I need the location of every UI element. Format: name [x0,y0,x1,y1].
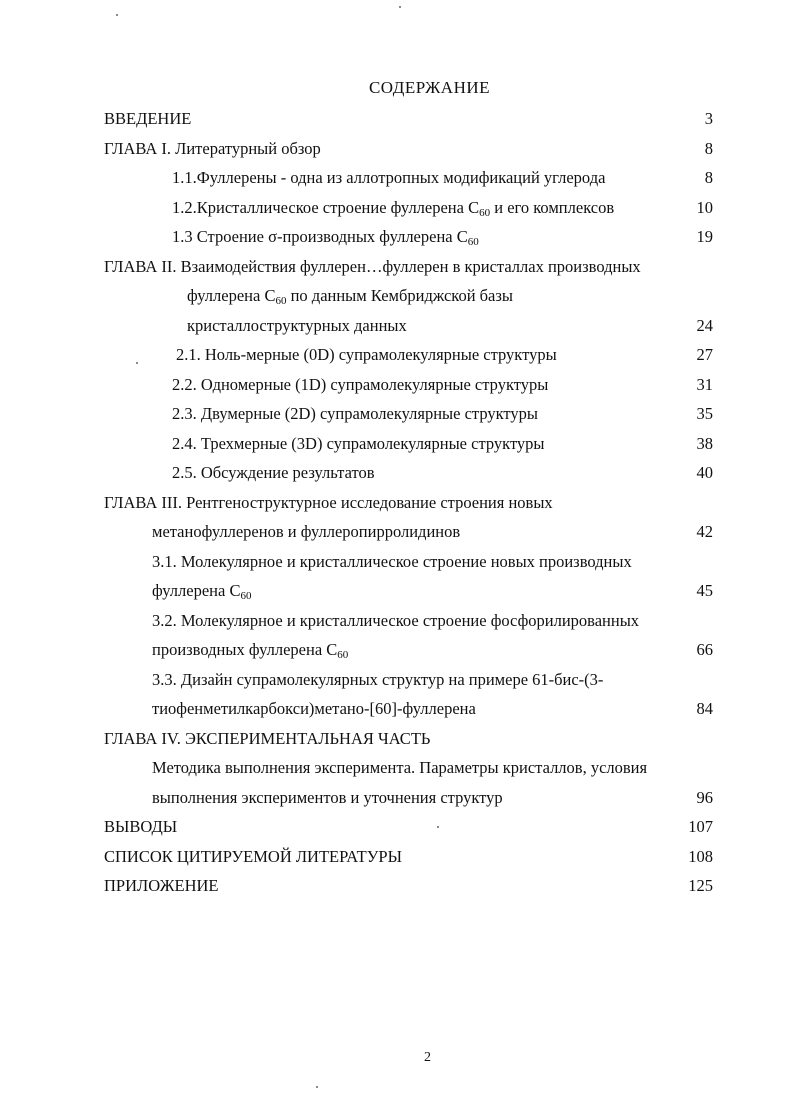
toc-entry: ГЛАВА IV. ЭКСПЕРИМЕНТАЛЬНАЯ ЧАСТЬ [104,729,431,748]
toc-entry-text: по данным Кембриджской базы [286,286,513,305]
toc-entry: ВВЕДЕНИЕ [104,109,192,128]
scan-speck [316,1086,318,1088]
toc-page-number: 38 [696,434,713,453]
toc-entry: 2.4. Трехмерные (3D) супрамолекулярные структуры [172,434,545,453]
toc-entry: 2.5. Обсуждение результатов [172,463,375,482]
toc-entry-text: и его комплексов [490,198,615,217]
toc-page-number: 3 [704,109,713,128]
scan-speck [116,14,118,16]
subscript: 60 [479,207,491,219]
toc-page-number: 8 [704,139,713,158]
toc-entry [152,581,251,606]
toc-page-number: 40 [696,463,713,482]
toc-page-number: 84 [696,699,713,718]
subscript: 60 [240,590,252,602]
toc-entry: 3.1. Молекулярное и кристаллическое строение новых производных [152,552,632,571]
subscript: 60 [337,649,349,661]
toc-entry: ГЛАВА II. Взаимодействия фуллерен…фуллерен в кристаллах производных [104,257,641,276]
subscript: 60 [467,236,479,248]
toc-entry: СПИСОК ЦИТИРУЕМОЙ ЛИТЕРАТУРЫ [104,847,402,866]
scan-speck [437,826,439,828]
toc-entry: 2.2. Одномерные (1D) супрамолекулярные структуры [172,375,549,394]
toc-page-number: 66 [696,640,713,659]
toc-page-number: 19 [696,227,713,246]
toc-entry-text: 1.2.Кристаллическое строение фуллерена С [172,198,480,217]
scan-speck [136,362,138,364]
toc-entry-text: 1.3 Строение σ-производных фуллерена С [172,227,468,246]
subscript: 60 [275,295,287,307]
toc-page-number: 125 [688,876,713,895]
toc-entry: Методика выполнения эксперимента. Параметры кристаллов, условия [152,758,648,777]
toc-entry: ПРИЛОЖЕНИЕ [104,876,219,895]
page-title: СОДЕРЖАНИЕ [368,78,491,97]
toc-entry: 3.2. Молекулярное и кристаллическое строение фосфорилированных [152,611,640,630]
toc-page-number: 42 [696,522,713,541]
page-number: 2 [424,1050,431,1065]
toc-page-number: 10 [696,198,713,217]
toc-entry: ВЫВОДЫ [104,817,178,836]
toc-entry: кристаллоструктурных данных [187,316,407,335]
toc-page-number: 108 [688,847,713,866]
toc-page-number: 27 [696,345,713,364]
toc-entry-text: фуллерена С [152,581,241,600]
toc-page-number: 107 [688,817,713,836]
toc-entry: 2.3. Двумерные (2D) супрамолекулярные структуры [172,404,538,423]
toc-entry [187,286,513,311]
toc-page-number: 45 [696,581,713,600]
toc-entry [172,198,614,223]
toc-entry: тиофенметилкарбокси)метано-[60]-фуллерена [152,699,476,718]
scan-speck [399,6,401,8]
toc-entry-text: фуллерена С [187,286,276,305]
toc-entry [152,640,348,665]
toc-entry: метанофуллеренов и фуллеропирролидинов [152,522,461,541]
toc-entry: 2.1. Ноль-мерные (0D) супрамолекулярные структуры [176,345,557,364]
toc-entry: ГЛАВА I. Литературный обзор [104,139,321,158]
toc-entry: 1.1.Фуллерены - одна из аллотропных модификаций углерода [172,168,606,187]
toc-entry-text: производных фуллерена С [152,640,338,659]
toc-entry: ГЛАВА III. Рентгеноструктурное исследование строения новых [104,493,553,512]
toc-page-number: 96 [696,788,713,807]
toc-page-number: 24 [696,316,713,335]
toc-entry: выполнения экспериментов и уточнения структур [152,788,503,807]
toc-page-number: 35 [696,404,713,423]
toc-entry [172,227,479,252]
toc-entry: 3.3. Дизайн супрамолекулярных структур на примере 61-бис-(3- [152,670,604,689]
toc-page-number: 8 [704,168,713,187]
toc-page-number: 31 [696,375,713,394]
